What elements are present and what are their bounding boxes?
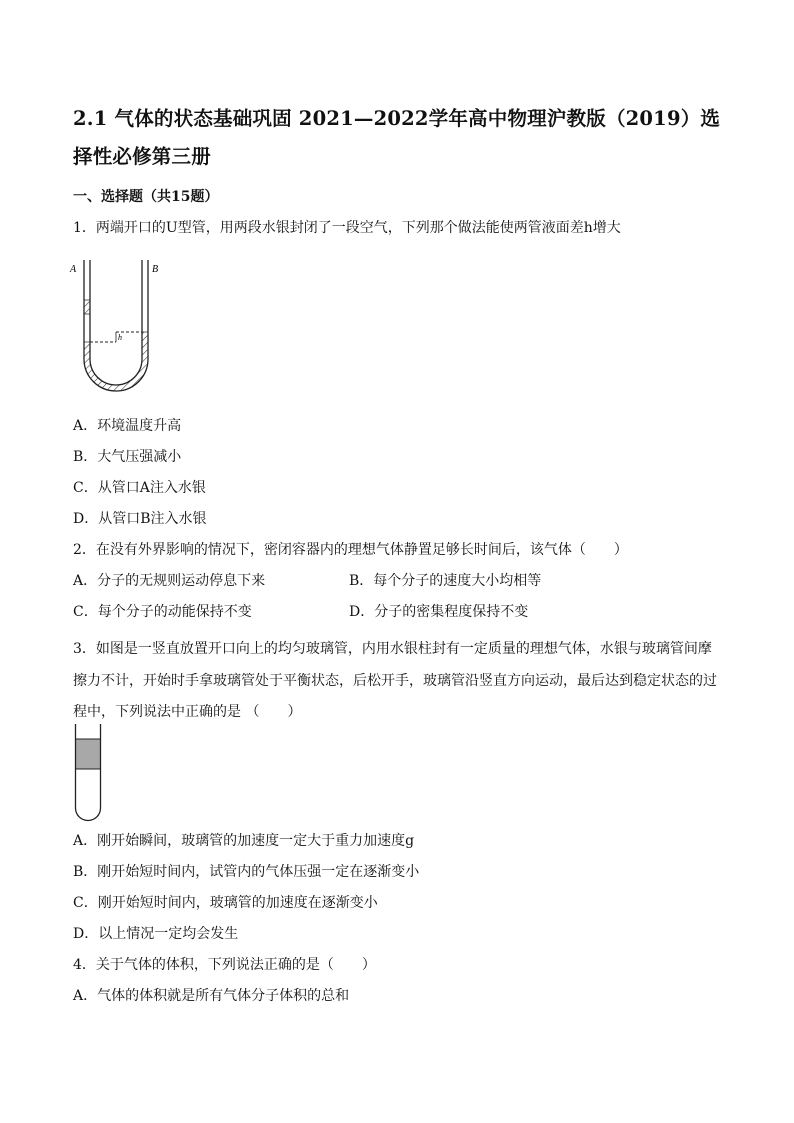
- question-1-option-c: C．从管口A注入水银: [73, 480, 206, 496]
- u-tube-figure: [66, 254, 166, 414]
- question-1-option-d: D．从管口B注入水银: [73, 511, 207, 527]
- question-1-stem: 1．两端开口的U型管，用两段水银封闭了一段空气，下列那个做法能使两管液面差h增大: [73, 220, 621, 236]
- question-1-option-b: B．大气压强减小: [73, 449, 182, 465]
- label-b: B: [152, 264, 159, 275]
- question-2-option-a: A．分子的无规则运动停息下来: [73, 573, 266, 589]
- label-h: h: [118, 333, 122, 342]
- question-4-option-a: A．气体的体积就是所有气体分子体积的总和: [73, 988, 350, 1004]
- question-2-option-b: B．每个分子的速度大小均相等: [349, 573, 542, 589]
- question-3-option-a: A．刚开始瞬间，玻璃管的加速度一定大于重力加速度g: [73, 833, 415, 849]
- document-title: 2.1 气体的状态基础巩固 2021—2022学年高中物理沪教版（2019）选择性必修第三册: [73, 107, 721, 168]
- question-2-stem: 2．在没有外界影响的情况下，密闭容器内的理想气体静置足够长时间后，该气体（ ）: [73, 542, 628, 558]
- question-1-option-a: A．环境温度升高: [73, 418, 182, 434]
- section-heading: 一、选择题（共15题）: [73, 189, 219, 205]
- glass-tube-figure: [72, 722, 106, 824]
- question-3-option-b: B．刚开始短时间内，试管内的气体压强一定在逐渐变小: [73, 864, 420, 880]
- question-3-stem: 3．如图是一竖直放置开口向上的均匀玻璃管，内用水银柱封有一定质量的理想气体，水银与玻璃管间摩擦力不计，开始时手拿玻璃管处于平衡状态，后松开手，玻璃管沿竖直方向运动，最后达到稳定状态的过程中，下列说法中正确的是 （ ）: [73, 641, 717, 720]
- question-3-option-d: D．以上情况一定均会发生: [73, 926, 239, 942]
- question-2-option-c: C．每个分子的动能保持不变: [73, 604, 252, 620]
- label-a: A: [70, 264, 77, 275]
- question-3-option-c: C．刚开始短时间内，玻璃管的加速度在逐渐变小: [73, 895, 378, 911]
- question-4-stem: 4．关于气体的体积，下列说法正确的是（ ）: [73, 957, 376, 973]
- question-2-option-d: D．分子的密集程度保持不变: [349, 604, 529, 620]
